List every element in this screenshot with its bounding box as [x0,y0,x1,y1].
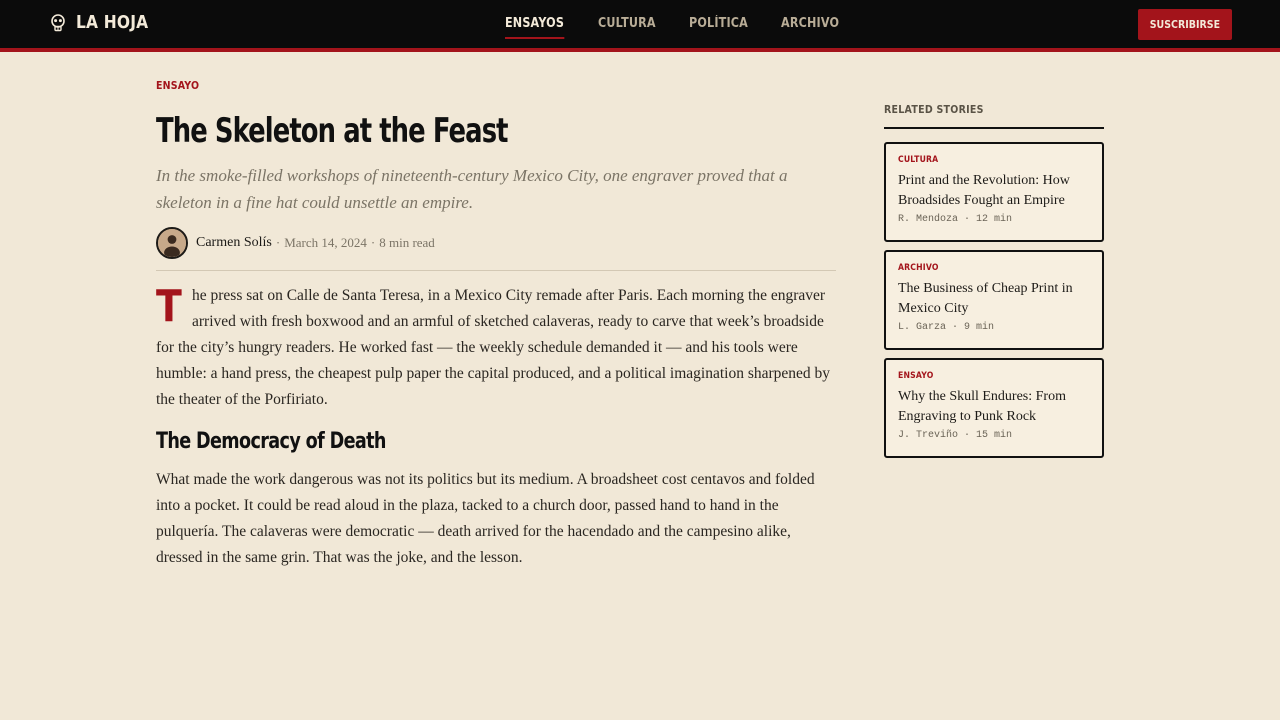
meta-separator: · [370,235,376,250]
author-name[interactable]: Carmen Solís [196,235,272,250]
article-paragraph [156,283,836,413]
related-story-card[interactable] [884,250,1104,350]
story-meta: J. Treviño · 15 min [898,430,1013,441]
related-stories-sidebar [884,100,1104,458]
read-time: 8 min read [379,235,435,250]
story-title[interactable]: Print and the Revolution: How Broadsides Fought an Empire [898,173,1070,208]
meta-separator: · [275,235,281,250]
nav-item-ensayos[interactable]: ENSAYOS [505,16,564,38]
story-tag: ENSAYO [898,371,934,381]
nav-item-politica[interactable]: POLÍTICA [688,16,748,31]
publish-date: March 14, 2024 [284,235,367,250]
paragraph-text: he press sat on Calle de Santa Teresa, in a Mexico City remade after Paris. Each morning the engraver arrived with fresh boxwood and an armful of sketched calaveras, ready to carve that week’s broadside for the city’s hungry readers. He worked fast — the weekly schedule demanded it — and his tools were humble: a hand press, the cheapest pulp paper the capital produced, and a political imagination sharpened by the theater of the Porfiriato. [156,287,831,408]
story-tag: ARCHIVO [898,263,939,273]
nav-item-archivo[interactable]: ARCHIVO [781,16,840,31]
skull-icon [50,14,66,32]
person-icon [158,229,186,257]
subscribe-button[interactable] [1138,9,1232,40]
subscribe-button-label: SUSCRIBIRSE [1149,18,1221,31]
drop-cap: T [156,281,182,332]
story-meta: L. Garza · 9 min [898,322,995,333]
article [156,78,836,571]
sidebar-divider [884,127,1104,129]
story-tag: CULTURA [898,155,939,165]
divider [156,270,836,271]
related-story-card[interactable] [884,358,1104,458]
story-meta: R. Mendoza · 12 min [898,214,1013,225]
story-title[interactable]: Why the Skull Endures: From Engraving to Punk Rock [898,389,1066,424]
article-dek: In the smoke-filled workshops of nineteenth-century Mexico City, one engraver proved that a skeleton in a fine hat could unsettle an empire. [156,166,788,212]
byline [156,226,836,260]
story-title[interactable]: The Business of Cheap Print in Mexico City [898,281,1073,316]
article-paragraph: What made the work dangerous was not its politics but its medium. A broadsheet cost centavos and folded into a pocket. It could be read aloud in the plaza, tacked to a church door, passed hand to hand in the pulquería. The calaveras were democratic — death arrived for the hacendado and the campesino alike, dressed in the same grin. That was the joke, and the lesson. [156,471,815,566]
brand-name: LA HOJA [76,12,149,33]
article-kicker[interactable]: ENSAYO [156,79,200,92]
sidebar-heading: RELATED STORIES [884,103,984,116]
article-title: The Skeleton at the Feast [156,111,508,151]
article-subheading: The Democracy of Death [156,429,386,454]
top-nav-bar [0,0,1280,52]
brand-logo[interactable] [50,12,160,33]
main-nav [505,16,849,38]
nav-item-cultura[interactable]: CULTURA [597,16,656,31]
author-avatar[interactable] [156,227,188,259]
related-story-card[interactable] [884,142,1104,242]
